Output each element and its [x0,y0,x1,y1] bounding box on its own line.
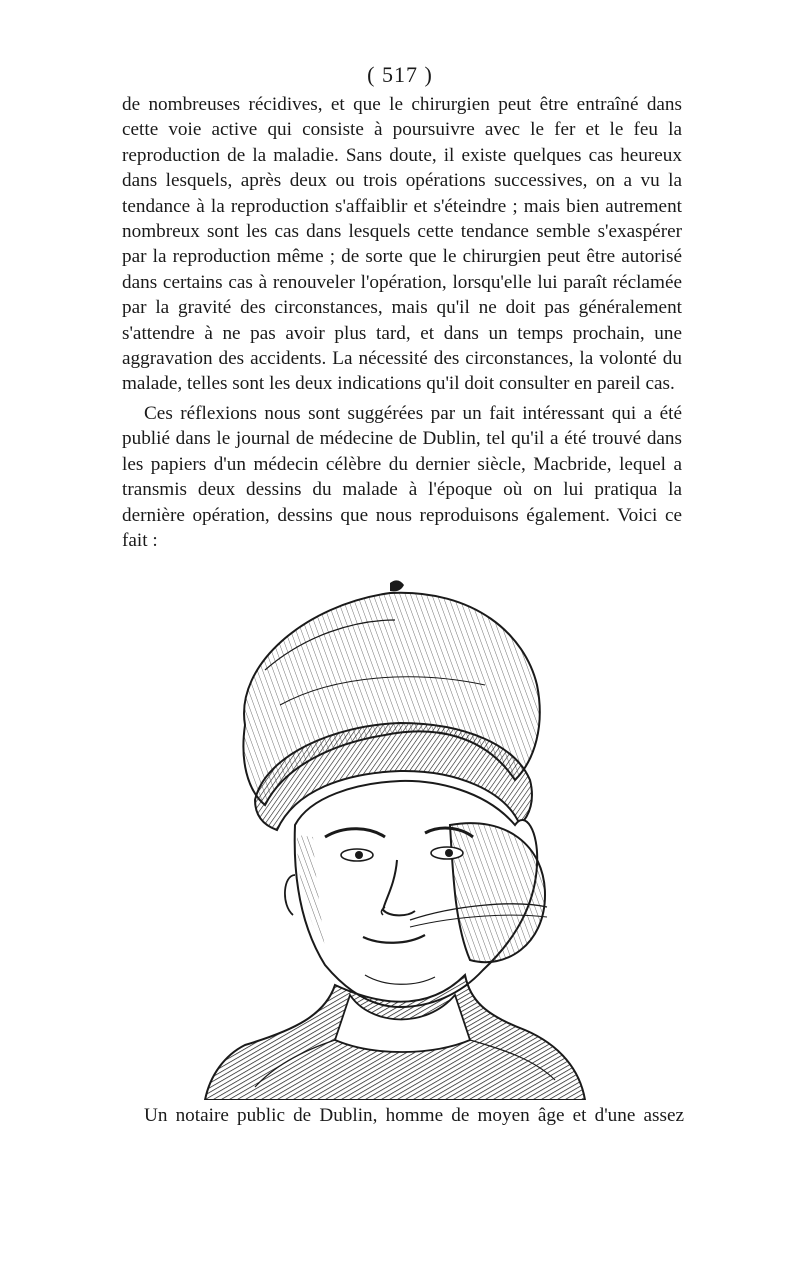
paragraph-2: Ces réflexions nous sont suggérées par un fait intéressant qui a été publié dans le journal de médecine de Dublin, tel qu'il a été trouvé dans les papiers d'un médecin célèbre du dernier siècle, Macbride, lequel a transmis deux dessins du malade à l'époque où on lui pratiqua la dernière opération, dessins que nous reproduisons également. Voici ce fait : [122,402,682,551]
engraving-portrait-icon [185,575,605,1100]
page-number: ( 517 ) [367,62,433,87]
continuation-line: Un notaire public de Dublin, homme de moyen âge et d'une assez [144,1105,684,1126]
paragraph-1: de nombreuses récidives, et que le chirurgien peut être entraîné dans cette voie active qui consiste à poursuivre avec le fer et le feu la reproduction de la maladie. Sans doute, il existe quelques cas heureux dans lesquels, après deux ou trois opérations successives, on a vu la tendance à la reproduction s'affaiblir et s'éteindre ; mais bien autrement nombreux sont les cas dans lesquels cette tendance semble s'exaspérer par la reproduction même ; de sorte que le chirurgien peut être autorisé dans certains cas à renouveler l'opération, lorsqu'elle lui paraît réclamée par la gravité des circonstances, mais qu'il ne doit pas généralement s'attendre à ne pas avoir plus tard, et dans un temps prochain, une aggravation des accidents. La nécessité des circonstances, la volonté du malade, telles sont les deux indications qu'il doit consulter en pareil cas. [122,94,682,395]
main-text-block [122,92,682,553]
portrait-engraving [185,575,605,1100]
